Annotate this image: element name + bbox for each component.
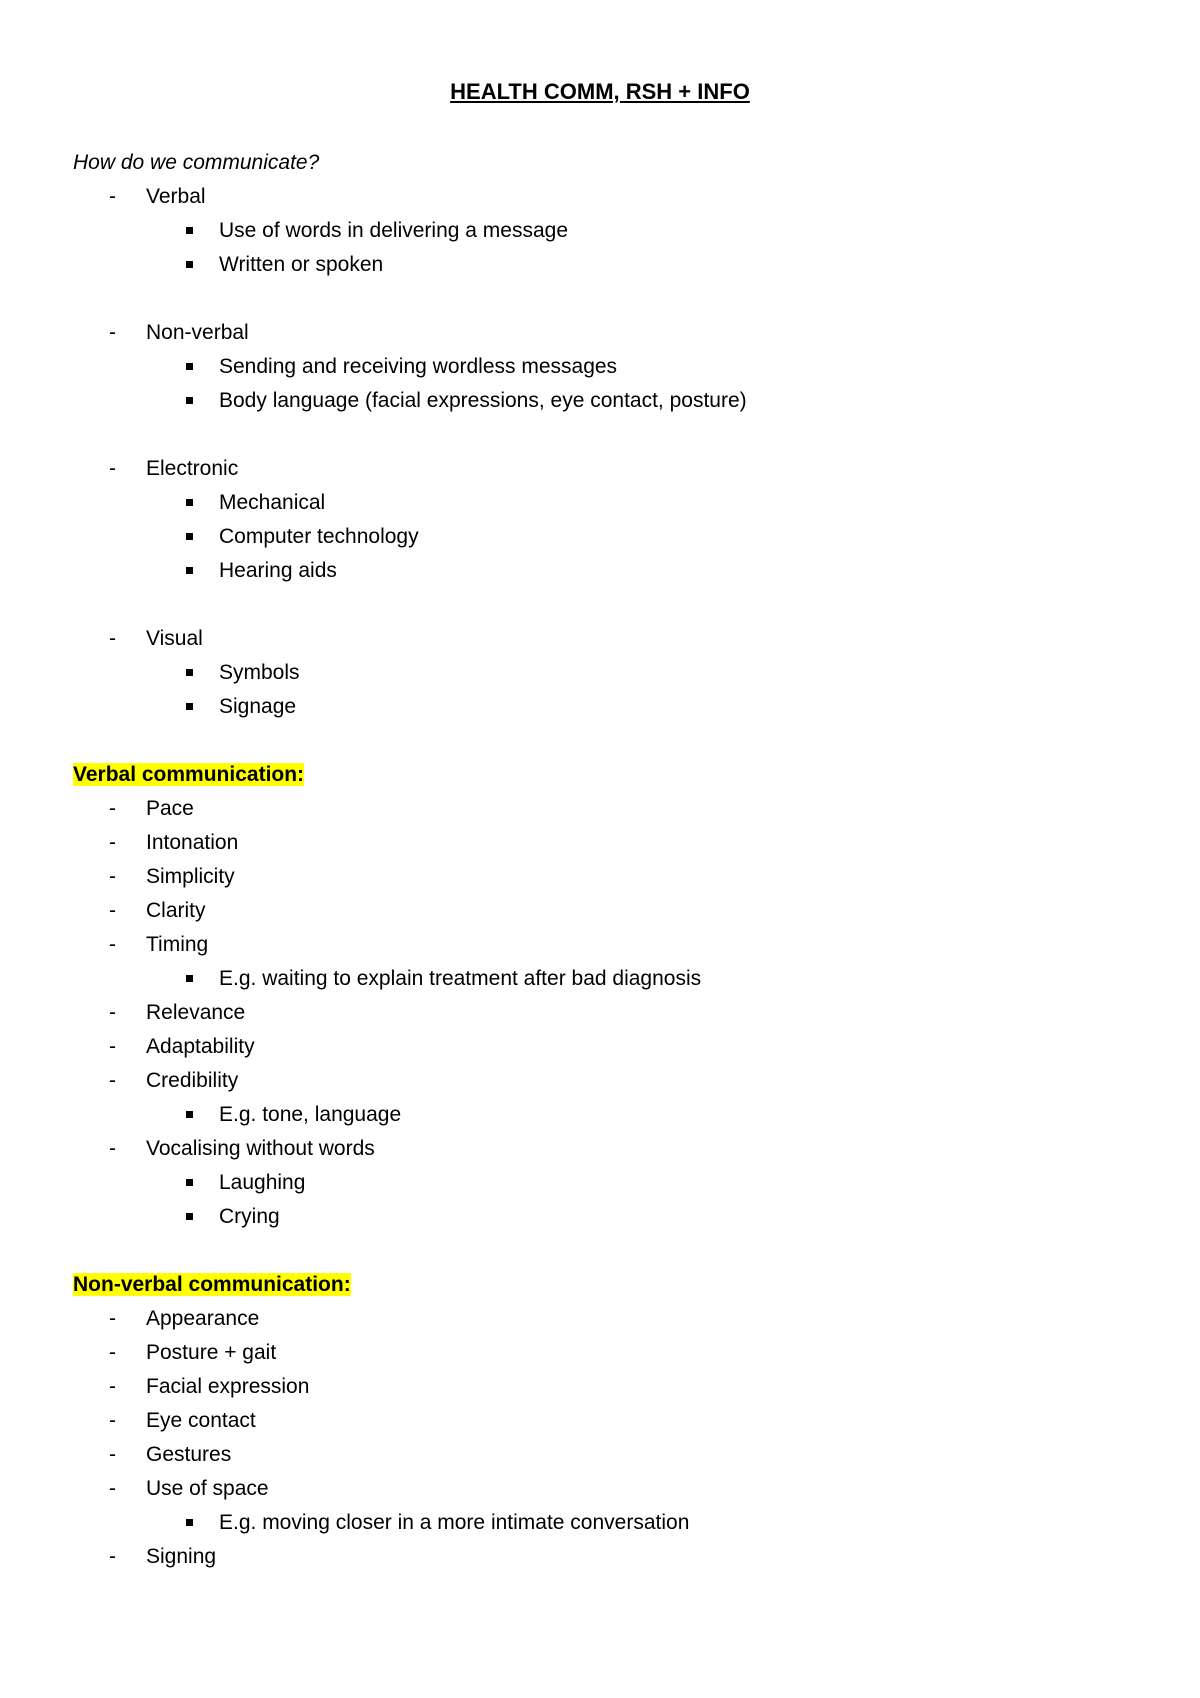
sub-list-item: Laughing: [146, 1166, 1140, 1200]
sub-list-item: E.g. waiting to explain treatment after bad diagnosis: [146, 962, 1140, 996]
sub-list-item: E.g. moving closer in a more intimate conversation: [146, 1506, 1140, 1540]
list-item: - Non-verbal Sending and receiving wordless messages Body language (facial expressions, eye contact, posture): [73, 316, 1140, 418]
dash-bullet: -: [109, 1069, 116, 1092]
sub-list-item: Crying: [146, 1200, 1140, 1234]
dash-bullet: -: [109, 627, 116, 650]
list-item: - Relevance: [73, 996, 1140, 1030]
list-item: - Intonation: [73, 826, 1140, 860]
list-item: - Vocalising without words Laughing Crying: [73, 1132, 1140, 1234]
dash-bullet: -: [109, 1307, 116, 1330]
list-item: - Simplicity: [73, 860, 1140, 894]
dash-bullet: -: [109, 1443, 116, 1466]
sub-list-item: Body language (facial expressions, eye contact, posture): [146, 384, 1140, 418]
list-item: - Eye contact: [73, 1404, 1140, 1438]
dash-bullet: -: [109, 457, 116, 480]
dash-bullet: -: [109, 1409, 116, 1432]
square-bullet-icon: [186, 1213, 193, 1220]
square-bullet-icon: [186, 1111, 193, 1118]
sub-list-item: Written or spoken: [146, 248, 1140, 282]
list-item: - Use of space E.g. moving closer in a more intimate conversation: [73, 1472, 1140, 1540]
types-list: [73, 180, 1140, 282]
dash-bullet: -: [109, 865, 116, 888]
sub-list-item: Hearing aids: [146, 554, 1140, 588]
list-item: - Pace: [73, 792, 1140, 826]
sub-list-item: Mechanical: [146, 486, 1140, 520]
dash-bullet: -: [109, 831, 116, 854]
square-bullet-icon: [186, 1179, 193, 1186]
verbal-list: [73, 792, 1140, 1234]
list-item: - Adaptability: [73, 1030, 1140, 1064]
square-bullet-icon: [186, 1519, 193, 1526]
dash-bullet: -: [109, 1137, 116, 1160]
square-bullet-icon: [186, 669, 193, 676]
list-item: - Electronic Mechanical Computer technology Hearing aids: [73, 452, 1140, 588]
dash-bullet: -: [109, 933, 116, 956]
list-item: - Verbal Use of words in delivering a message Written or spoken: [73, 180, 1140, 282]
square-bullet-icon: [186, 261, 193, 268]
list-item: - Signing: [73, 1540, 1140, 1574]
intro-question: How do we communicate?: [73, 151, 320, 174]
sub-list-item: Computer technology: [146, 520, 1140, 554]
list-item: - Appearance: [73, 1302, 1140, 1336]
square-bullet-icon: [186, 533, 193, 540]
nonverbal-list: [73, 1302, 1140, 1574]
sub-list-item: E.g. tone, language: [146, 1098, 1140, 1132]
dash-bullet: -: [109, 1035, 116, 1058]
dash-bullet: -: [109, 185, 116, 208]
nonverbal-section-heading: Non-verbal communication:: [73, 1273, 351, 1296]
list-item: - Visual Symbols Signage: [73, 622, 1140, 724]
square-bullet-icon: [186, 975, 193, 982]
dash-bullet: -: [109, 1477, 116, 1500]
square-bullet-icon: [186, 227, 193, 234]
dash-bullet: -: [109, 1375, 116, 1398]
list-item: - Facial expression: [73, 1370, 1140, 1404]
sub-list-item: Signage: [146, 690, 1140, 724]
sub-list-item: Use of words in delivering a message: [146, 214, 1140, 248]
page-title: HEALTH COMM, RSH + INFO: [450, 79, 750, 104]
dash-bullet: -: [109, 1341, 116, 1364]
dash-bullet: -: [109, 1001, 116, 1024]
square-bullet-icon: [186, 397, 193, 404]
square-bullet-icon: [186, 567, 193, 574]
sub-list-item: Symbols: [146, 656, 1140, 690]
square-bullet-icon: [186, 499, 193, 506]
list-item: - Credibility E.g. tone, language: [73, 1064, 1140, 1132]
dash-bullet: -: [109, 1545, 116, 1568]
list-item: - Posture + gait: [73, 1336, 1140, 1370]
square-bullet-icon: [186, 703, 193, 710]
square-bullet-icon: [186, 363, 193, 370]
list-item: - Gestures: [73, 1438, 1140, 1472]
document-body: [73, 146, 1140, 1574]
dash-bullet: -: [109, 797, 116, 820]
dash-bullet: -: [109, 899, 116, 922]
dash-bullet: -: [109, 321, 116, 344]
sub-list-item: Sending and receiving wordless messages: [146, 350, 1140, 384]
list-item: - Timing E.g. waiting to explain treatment after bad diagnosis: [73, 928, 1140, 996]
verbal-section-heading: Verbal communication:: [73, 763, 305, 786]
list-item: - Clarity: [73, 894, 1140, 928]
